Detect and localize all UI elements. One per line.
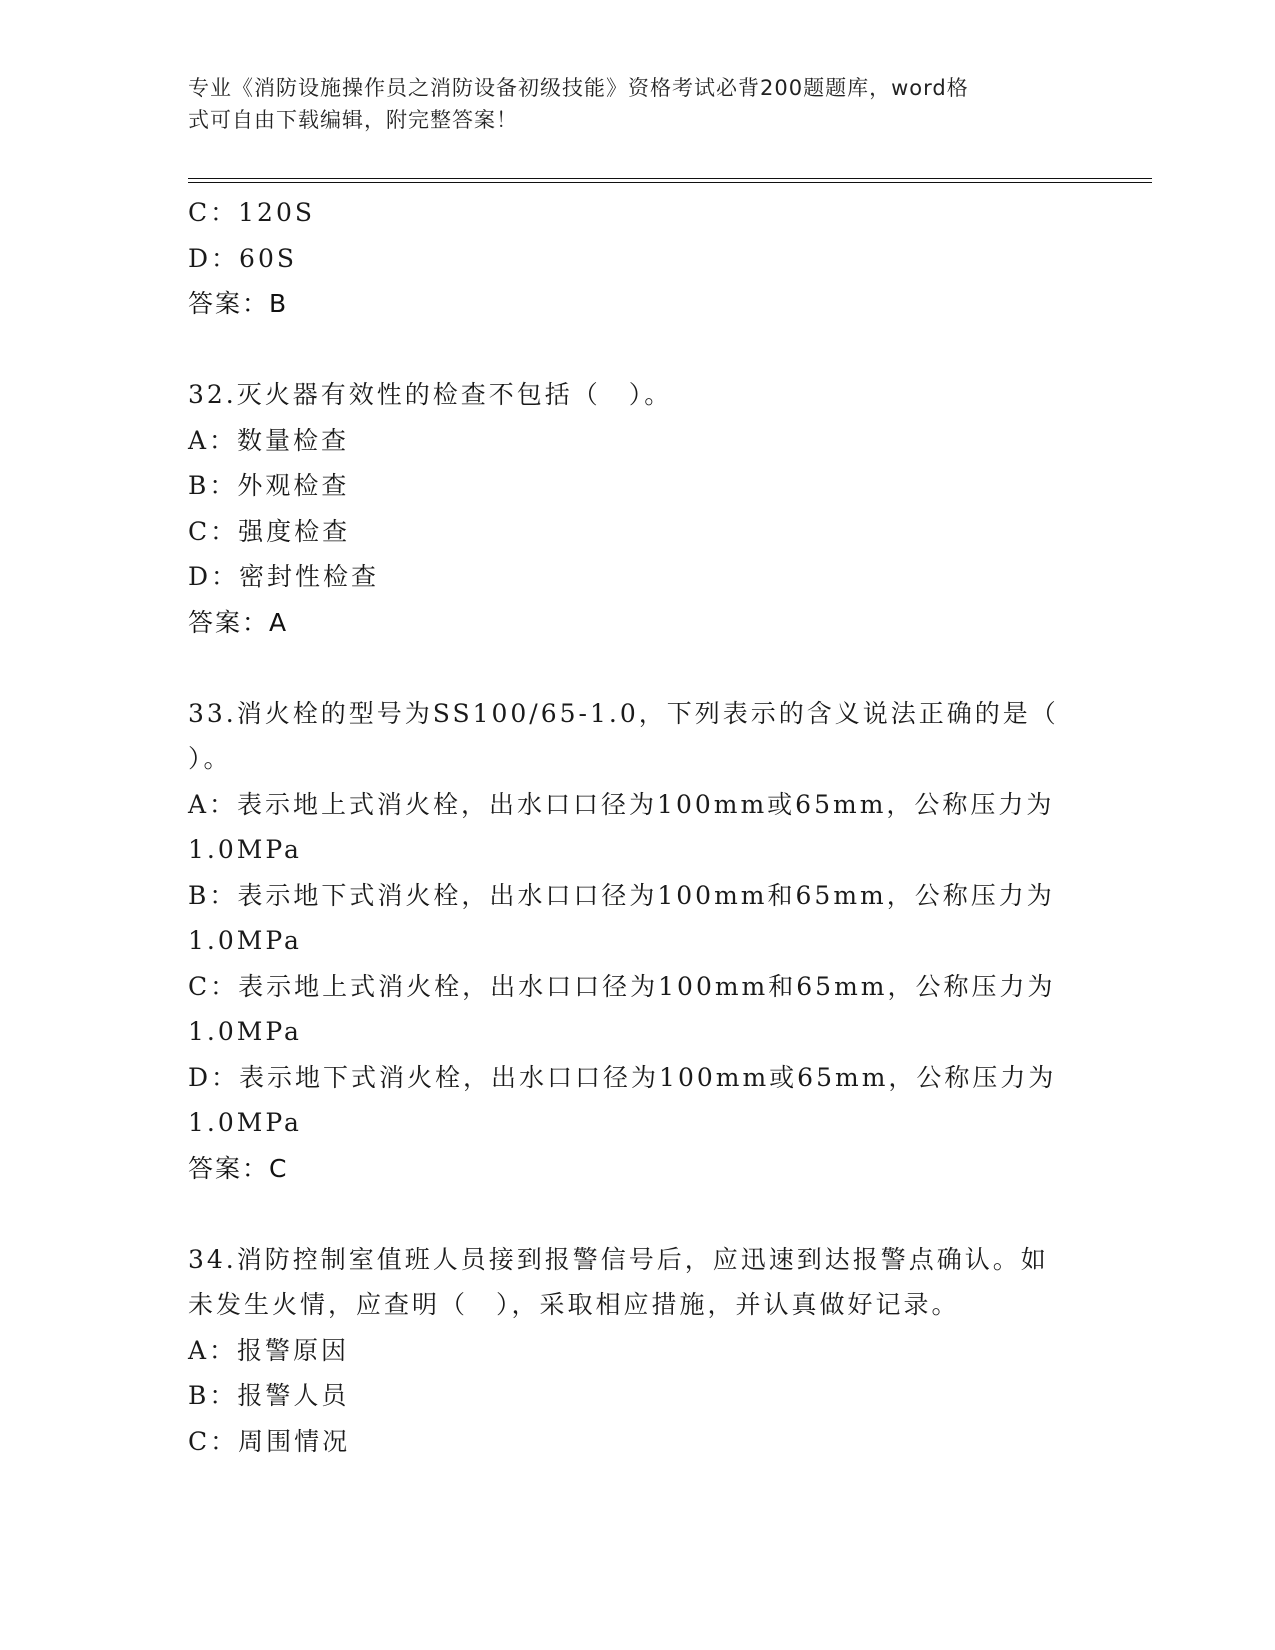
header-divider-top <box>188 178 1152 179</box>
option-c: C：周围情况 <box>188 1426 351 1456</box>
spacer <box>188 327 1088 373</box>
question-32 <box>188 372 1088 645</box>
question-stem: 32.灭火器有效性的检查不包括（ ）。 <box>188 380 673 409</box>
document-header <box>188 72 1068 136</box>
question-34 <box>188 1237 1088 1465</box>
header-line-1: 专业《消防设施操作员之消防设备初级技能》资格考试必背200题题库，word格 <box>188 76 969 100</box>
question-stem-line-2: ）。 <box>188 744 232 773</box>
answer-line: 答案：C <box>188 1153 289 1183</box>
option-b: B：外观检查 <box>188 471 350 500</box>
option-d-line-2: 1.0MPa <box>188 1108 302 1137</box>
option-b-line-2: 1.0MPa <box>188 926 302 955</box>
header-line-2: 式可自由下载编辑，附完整答案！ <box>188 108 518 132</box>
answer-line: 答案：B <box>188 289 289 318</box>
spacer <box>188 645 1088 691</box>
spacer <box>188 1191 1088 1237</box>
option-a-line-2: 1.0MPa <box>188 835 302 864</box>
option-a: A：数量检查 <box>188 425 350 455</box>
option-c: C：120S <box>188 198 315 227</box>
option-c-line-1: C：表示地上式消火栓，出水口口径为100mm和65mm，公称压力为 <box>188 971 1056 1001</box>
option-d: D：密封性检查 <box>188 562 380 591</box>
option-a: A：报警原因 <box>188 1335 350 1365</box>
answer-line: 答案：A <box>188 607 289 637</box>
question-stem-line-1: 33.消火栓的型号为SS100/65-1.0，下列表示的含义说法正确的是（ <box>188 698 1059 728</box>
option-d-line-1: D：表示地下式消火栓，出水口口径为100mm或65mm，公称压力为 <box>188 1062 1057 1092</box>
question-content <box>188 190 1088 1464</box>
previous-question-tail <box>188 190 1088 327</box>
option-b: B：报警人员 <box>188 1381 350 1410</box>
question-stem-line-1: 34.消防控制室值班人员接到报警信号后，应迅速到达报警点确认。如 <box>188 1244 1049 1274</box>
header-divider-bottom <box>188 182 1152 183</box>
question-stem-line-2: 未发生火情，应查明（ ），采取相应措施，并认真做好记录。 <box>188 1290 960 1319</box>
option-a-line-1: A：表示地上式消火栓，出水口口径为100mm或65mm，公称压力为 <box>188 789 1055 819</box>
option-c-line-2: 1.0MPa <box>188 1017 302 1046</box>
option-d: D：60S <box>188 243 297 273</box>
option-c: C：强度检查 <box>188 516 351 546</box>
option-b-line-1: B：表示地下式消火栓，出水口口径为100mm和65mm，公称压力为 <box>188 880 1055 910</box>
question-33 <box>188 691 1088 1192</box>
